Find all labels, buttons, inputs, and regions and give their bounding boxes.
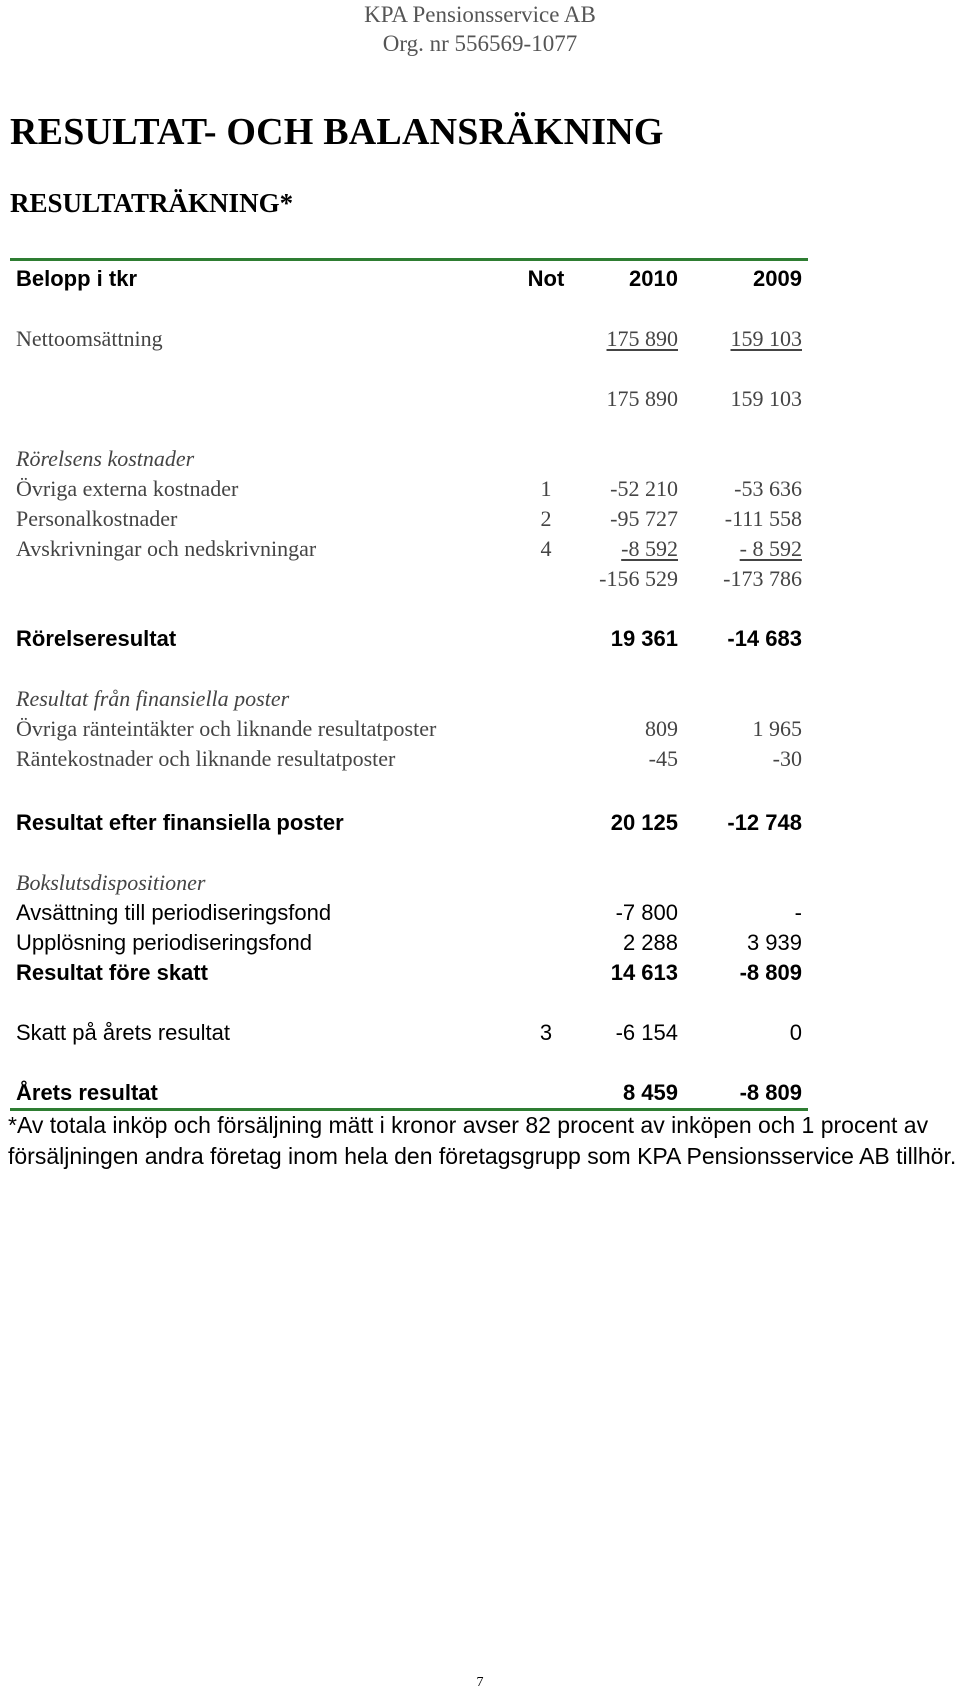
- row-label: Rörelseresultat: [16, 626, 177, 651]
- table-row-total: [0, 624, 960, 654]
- row-value-2010: 2 288: [622, 930, 678, 955]
- row-value-2009: 1 965: [752, 716, 802, 741]
- row-label: Resultat från finansiella poster: [16, 686, 290, 711]
- table-section-heading: [0, 684, 960, 714]
- row-value-2009: -: [794, 900, 802, 925]
- row-value-2009: 3 939: [746, 930, 802, 955]
- row-label: Övriga ränteintäkter och liknande resultatposter: [16, 716, 437, 741]
- table-row: [0, 928, 960, 958]
- row-label: Resultat efter finansiella poster: [16, 810, 344, 835]
- org-number: Org. nr 556569-1077: [382, 31, 578, 56]
- row-label: Årets resultat: [16, 1080, 158, 1105]
- row-label: Upplösning periodiseringsfond: [16, 930, 312, 955]
- row-value-2010: -45: [648, 746, 678, 771]
- row-value-2009: -12 748: [727, 810, 802, 835]
- column-header-label: Belopp i tkr: [16, 266, 138, 291]
- table-row-total: [0, 808, 960, 838]
- table-row: [0, 504, 960, 534]
- row-label: Rörelsens kostnader: [16, 446, 195, 471]
- table-section-heading: [0, 868, 960, 898]
- row-value-2010: -7 800: [615, 900, 678, 925]
- table-section-heading: [0, 444, 960, 474]
- table-row: [0, 474, 960, 504]
- row-value-2010: -156 529: [599, 566, 678, 591]
- column-header-note: Not: [527, 266, 565, 291]
- row-value-2009: 159 103: [730, 326, 802, 351]
- row-value-2009: -53 636: [734, 476, 802, 501]
- row-label: Bokslutsdispositioner: [16, 870, 206, 895]
- table-row-total: [0, 1078, 960, 1108]
- row-value-2009: -14 683: [727, 626, 802, 651]
- table-row: [0, 534, 960, 564]
- row-value-2010: 8 459: [622, 1080, 678, 1105]
- table-top-rule: [10, 258, 808, 261]
- table-header-row: [0, 264, 960, 294]
- section-title: RESULTATRÄKNING*: [10, 188, 294, 218]
- row-value-2009: 159 103: [730, 386, 802, 411]
- page-title: RESULTAT- OCH BALANSRÄKNING: [10, 111, 664, 153]
- row-value-2010: 20 125: [610, 810, 678, 835]
- table-row: [0, 898, 960, 928]
- row-value-2009: -173 786: [723, 566, 802, 591]
- row-note: 4: [540, 536, 552, 561]
- row-value-2010: 809: [645, 716, 678, 741]
- row-value-2010: 14 613: [610, 960, 678, 985]
- row-label: Avsättning till periodiseringsfond: [16, 900, 332, 925]
- column-header-2010: 2010: [629, 266, 678, 291]
- row-value-2009: -30: [772, 746, 802, 771]
- row-label: Räntekostnader och liknande resultatposter: [16, 746, 396, 771]
- table-row: [0, 324, 960, 354]
- table-row: [0, 564, 960, 594]
- row-label: Övriga externa kostnader: [16, 476, 239, 501]
- row-value-2009: - 8 592: [739, 536, 802, 561]
- table-row: [0, 744, 960, 774]
- row-label: Skatt på årets resultat: [16, 1020, 230, 1045]
- row-value-2010: -95 727: [610, 506, 678, 531]
- footnote: *Av totala inköp och försäljning mätt i kronor avser 82 procent av inköpen och 1 procent av försäljningen andra företag inom hela den företagsgrupp som KPA Pensionsservice AB tillhör.: [8, 1112, 957, 1169]
- row-label: Personalkostnader: [16, 506, 178, 531]
- row-note: 1: [540, 476, 552, 501]
- row-value-2010: 175 890: [606, 326, 678, 351]
- page-header: [0, 0, 960, 58]
- row-note: 3: [539, 1020, 553, 1045]
- row-value-2010: 175 890: [606, 386, 678, 411]
- table-row: [0, 384, 960, 414]
- row-note: 2: [540, 506, 552, 531]
- row-value-2010: -6 154: [615, 1020, 678, 1045]
- row-value-2010: 19 361: [610, 626, 678, 651]
- page-number: 7: [476, 1675, 484, 1690]
- row-value-2010: -8 592: [621, 536, 678, 561]
- table-row: [0, 714, 960, 744]
- row-value-2009: -8 809: [739, 960, 802, 985]
- company-name: KPA Pensionsservice AB: [364, 2, 596, 27]
- row-value-2009: -111 558: [724, 506, 802, 531]
- row-value-2010: -52 210: [610, 476, 678, 501]
- row-label: Nettoomsättning: [16, 326, 163, 351]
- row-value-2009: 0: [789, 1020, 802, 1045]
- row-value-2009: -8 809: [739, 1080, 802, 1105]
- table-row: [0, 1018, 960, 1048]
- row-label: Avskrivningar och nedskrivningar: [16, 536, 317, 561]
- column-header-2009: 2009: [753, 266, 802, 291]
- table-row-total: [0, 958, 960, 988]
- row-label: Resultat före skatt: [16, 960, 208, 985]
